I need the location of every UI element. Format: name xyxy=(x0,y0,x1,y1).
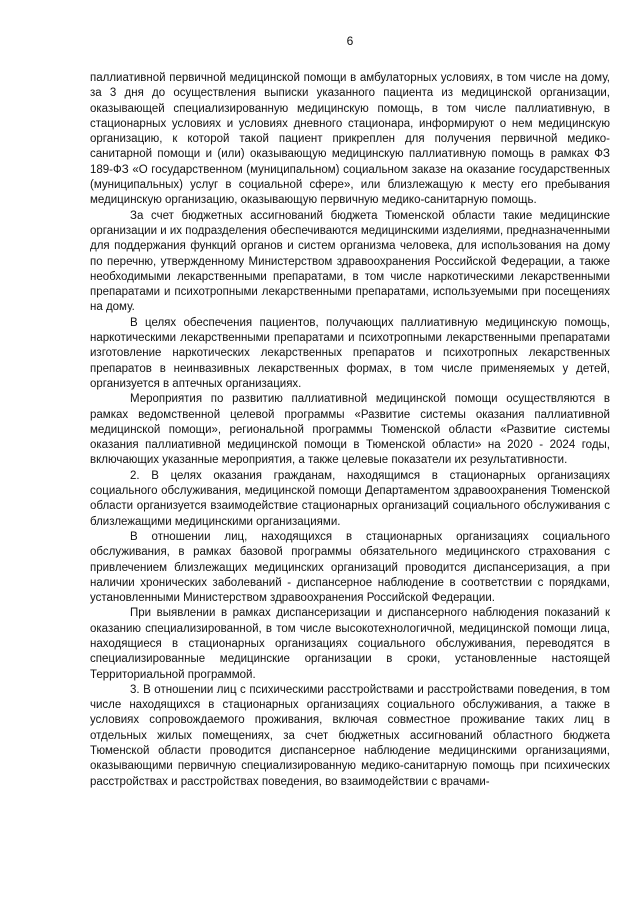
paragraph: Мероприятия по развитию паллиативной медицинской помощи осуществляются в рамках ведомственной целевой программы «Развитие системы оказания паллиативной медицинской помощи», региональной программы Тюменской области «Развитие системы оказания паллиативной медицинской помощи в Тюменской области» на 2020 - 2024 годы, включающих указанные мероприятия, а также целевые показатели их результативности. xyxy=(90,393,610,467)
paragraph: За счет бюджетных ассигнований бюджета Тюменской области такие медицинские организации и их подразделения обеспечиваются медицинскими изделиями, предназначенными для поддержания функций органов и систем организма человека, для использования на дому по перечню, утвержденному Министерством здравоохранения Российской Федерации, а также необходимыми лекарственными препаратами, в том числе наркотическими лекарственными препаратами и психотропными лекарственными препаратами, используемыми при посещениях на дому. xyxy=(90,209,610,314)
paragraph: При выявлении в рамках диспансеризации и диспансерного наблюдения показаний к оказанию специализированной, в том числе высокотехнологичной, медицинской помощи лица, находящиеся в стационарных организациях социального обслуживания, переводятся в специализированные медицинские организации в сроки, установленные настоящей Территориальной программой. xyxy=(90,607,610,681)
paragraph: 3. В отношении лиц с психическими расстройствами и расстройствами поведения, в том числе находящихся в стационарных организациях социального обслуживания, а также в условиях сопровождаемого проживания, включая совместное проживание таких лиц в отдельных жилых помещениях, за счет бюджетных ассигнований областного бюджета Тюменской области проводится диспансерное наблюдение медицинскими организациями, оказывающими первичную специализированную медико-санитарную помощь при психических расстройствах и расстройствах поведения, во взаимодействии с врачами- xyxy=(90,683,610,788)
document-body xyxy=(90,71,610,790)
paragraph: В целях обеспечения пациентов, получающих паллиативную медицинскую помощь, наркотическими лекарственными препаратами и психотропными лекарственными препаратами изготовление наркотических лекарственных препаратов и психотропных лекарственных препаратов в неинвазивных лекарственных формах, в том числе применяемых у детей, организуется в аптечных организациях. xyxy=(90,316,610,390)
document-page xyxy=(90,34,610,790)
paragraph: 2. В целях оказания гражданам, находящимся в стационарных организациях социального обслуживания, медицинской помощи Департаментом здравоохранения Тюменской области организуется взаимодействие стационарных организаций социального обслуживания с близлежащими медицинскими организациями. xyxy=(90,469,610,528)
page-number: 6 xyxy=(346,34,354,48)
paragraph: В отношении лиц, находящихся в стационарных организациях социального обслуживания, в рамках базовой программы обязательного медицинского страхования с привлечением близлежащих медицинских организаций проводится диспансеризация, а при наличии хронических заболеваний - диспансерное наблюдение в соответствии с порядками, установленными Министерством здравоохранения Российской Федерации. xyxy=(90,530,610,605)
paragraph-continuation: паллиативной первичной медицинской помощи в амбулаторных условиях, в том числе на дому, за 3 дня до осуществления выписки указанного пациента из медицинской организации, оказывающей специализированную медицинскую помощь, в том числе паллиативную, в стационарных условиях и условиях дневного стационара, информируют о нем медицинскую организацию, к которой такой пациент прикреплен для получения первичной медико-санитарной помощи и (или) оказывающую медицинскую паллиативную помощь в рамках ФЗ 189-ФЗ «О государственном (муниципальном) социальном заказе на оказание государственных (муниципальных) услуг в социальной сфере», или близлежащую к месту его пребывания медицинскую организацию, оказывающую первичную медико-санитарную помощь. xyxy=(90,72,610,207)
